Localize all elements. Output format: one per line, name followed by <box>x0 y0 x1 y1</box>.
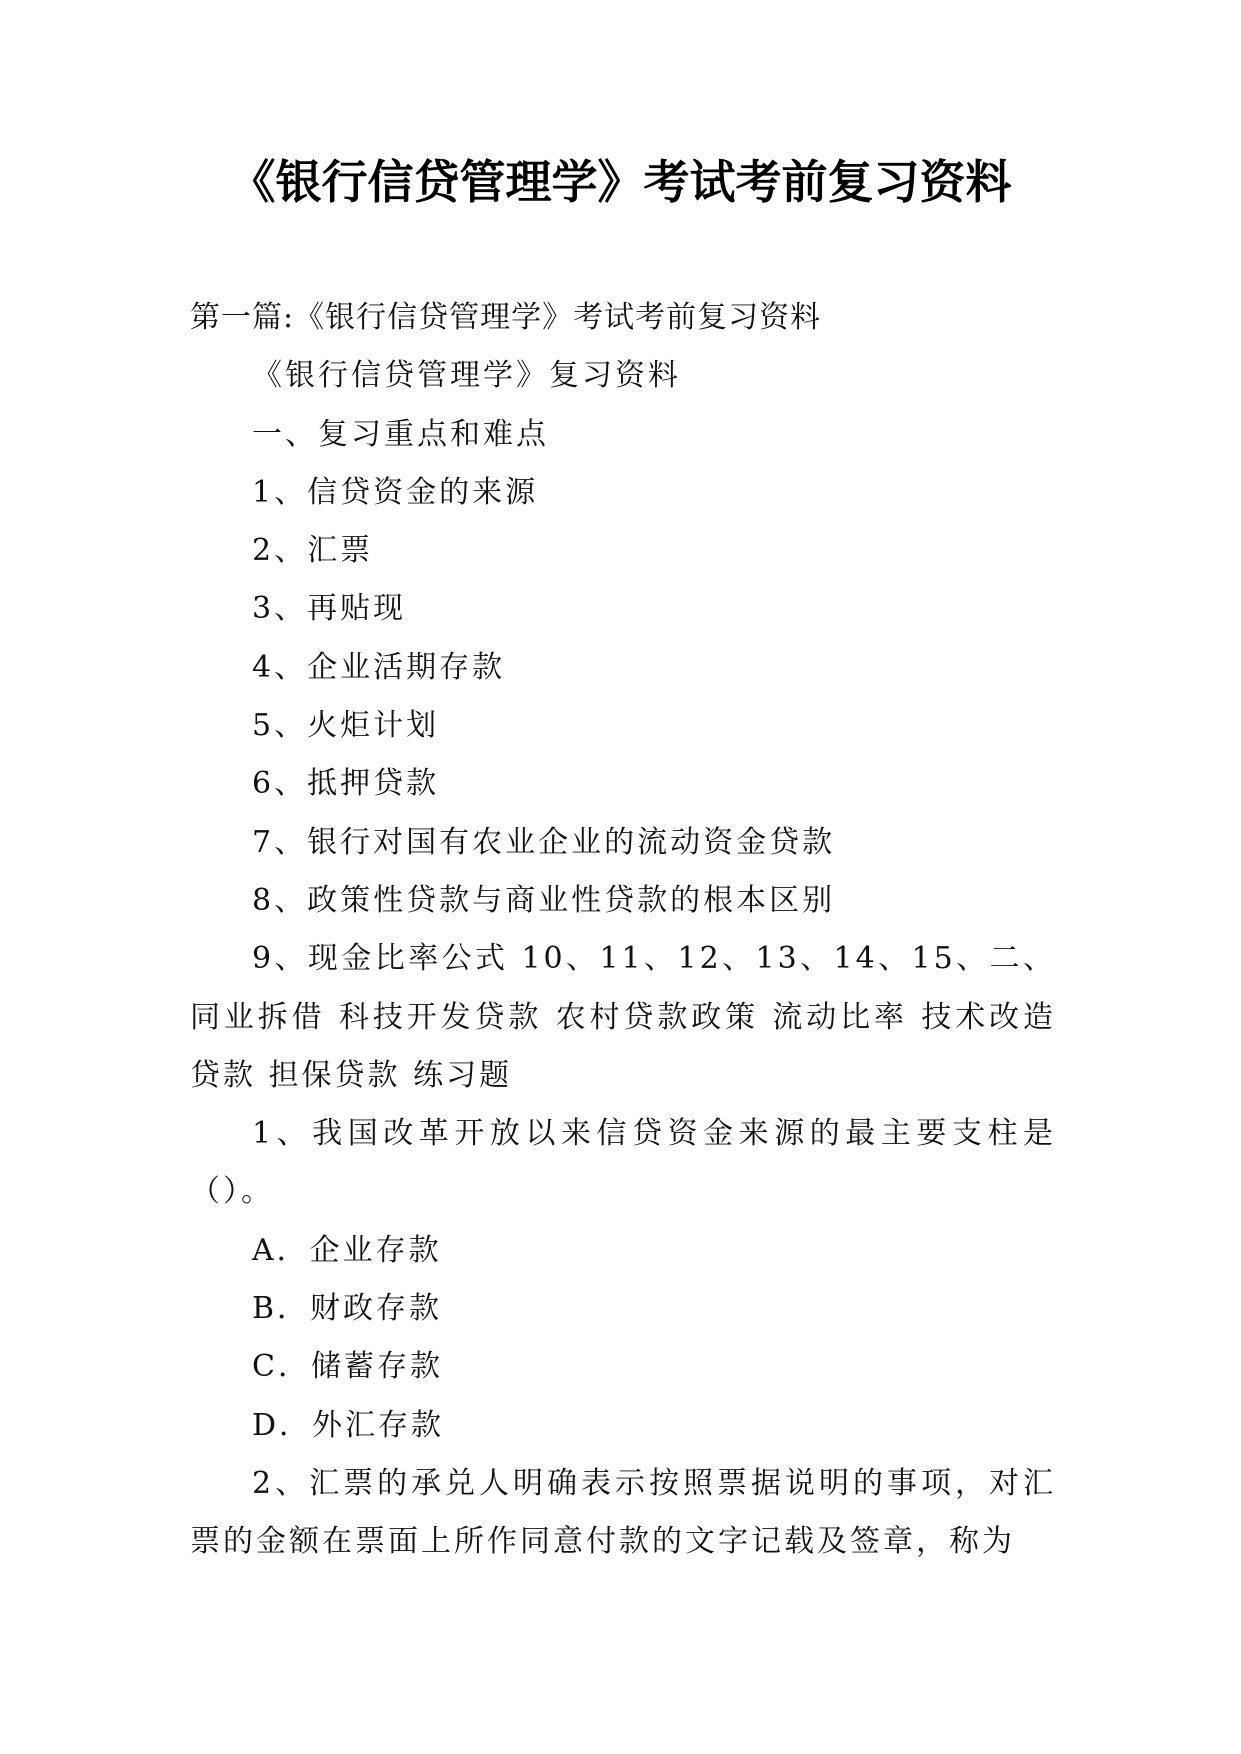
paragraph: A．企业存款 <box>252 1232 442 1268</box>
document-title: 《银行信贷管理学》考试考前复习资料 <box>229 155 1012 209</box>
paragraph: C．储蓄存款 <box>252 1349 443 1385</box>
paragraph: 4、企业活期存款 <box>252 649 506 685</box>
paragraph: D．外汇存款 <box>252 1407 445 1443</box>
paragraph: B．财政存款 <box>252 1291 443 1327</box>
paragraph: 3、再贴现 <box>252 591 407 627</box>
paragraph: 6、抵押贷款 <box>252 766 440 802</box>
paragraph: 8、政策性贷款与商业性贷款的根本区别 <box>252 882 836 918</box>
document-body <box>190 289 1056 1572</box>
paragraph: 2、汇票的承兑人明确表示按照票据说明的事项，对汇票的金额在票面上所作同意付款的文字记载及签章，称为 <box>190 1465 1056 1560</box>
paragraph: 1、信贷资金的来源 <box>252 474 539 510</box>
paragraph: 2、汇票 <box>252 533 374 569</box>
paragraph: 7、银行对国有农业企业的流动资金贷款 <box>252 824 836 860</box>
paragraph: 9、现金比率公式 10、11、12、13、14、15、二、同业拆借 科技开发贷款 农村贷款政策 流动比率 技术改造贷款 担保贷款 练习题 <box>190 941 1056 1093</box>
paragraph: 一、复习重点和难点 <box>252 416 549 452</box>
paragraph: 第一篇:《银行信贷管理学》考试考前复习资料 <box>190 300 822 335</box>
paragraph: 5、火炬计划 <box>252 708 440 744</box>
paragraph: 1、我国改革开放以来信贷资金来源的最主要支柱是（）。 <box>190 1116 1056 1210</box>
paragraph: 《银行信贷管理学》复习资料 <box>252 358 681 394</box>
